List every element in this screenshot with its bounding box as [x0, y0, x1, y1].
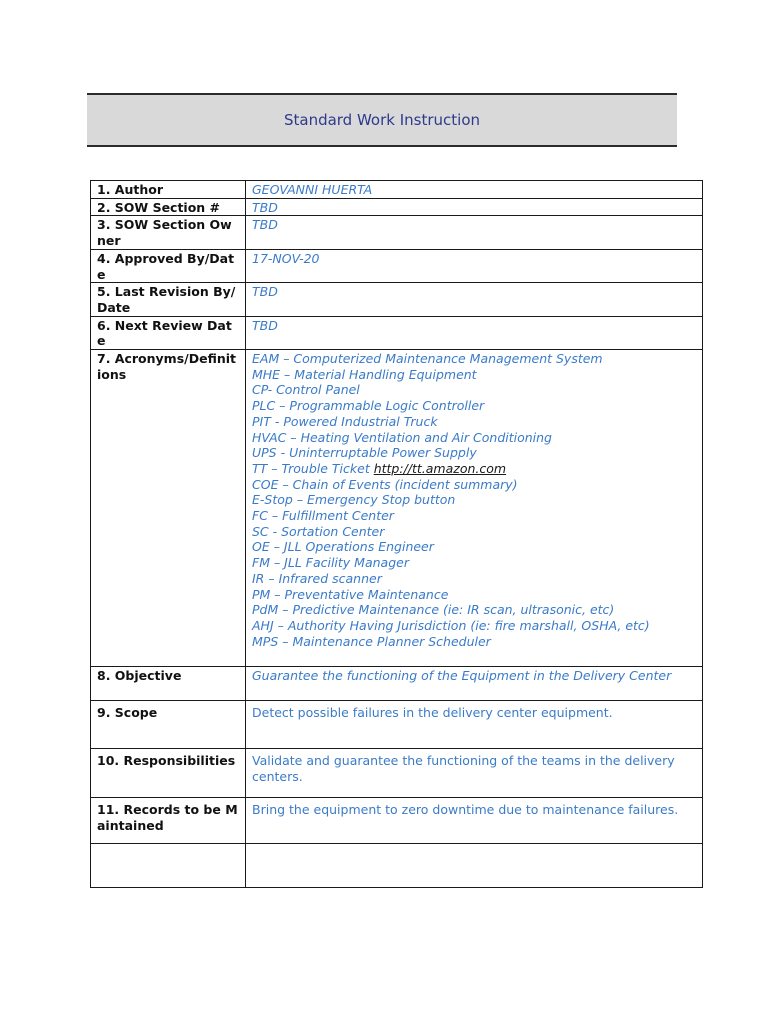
acronym-item: MHE – Material Handling Equipment	[252, 366, 477, 382]
acronym-item: SC - Sortation Center	[252, 523, 385, 539]
acronym-item: PM – Preventative Maintenance	[252, 586, 449, 602]
sow-owner-label: 3. SOW Section Owner	[91, 216, 246, 249]
acronym-item: OE – JLL Operations Engineer	[252, 539, 434, 555]
row-last-revision	[91, 283, 703, 316]
sow-owner-value: TBD	[246, 216, 703, 249]
acronyms-list	[246, 350, 703, 667]
responsibilities-label: 10. Responsibilities	[91, 749, 246, 798]
objective-label: 8. Objective	[91, 667, 246, 701]
row-next-review	[91, 316, 703, 349]
author-value: GEOVANNI HUERTA	[246, 181, 703, 199]
acronym-item: FC – Fulfillment Center	[252, 508, 394, 524]
row-author	[91, 181, 703, 199]
author-label: 1. Author	[91, 181, 246, 199]
acronym-item: TT – Trouble Ticket	[252, 460, 374, 476]
title-banner	[87, 93, 677, 147]
acronym-item: CP- Control Panel	[252, 382, 360, 398]
scope-value: Detect possible failures in the delivery center equipment.	[246, 701, 703, 749]
approved-value: 17-NOV-20	[246, 249, 703, 282]
row-records	[91, 798, 703, 844]
row-scope	[91, 701, 703, 749]
row-objective	[91, 667, 703, 701]
sow-section-label: 2. SOW Section #	[91, 198, 246, 216]
row-empty	[91, 844, 703, 888]
objective-value: Guarantee the functioning of the Equipment in the Delivery Center	[246, 667, 703, 701]
acronym-item: EAM – Computerized Maintenance Management System	[252, 351, 603, 367]
acronym-item: UPS - Uninterruptable Power Supply	[252, 445, 477, 461]
row-responsibilities	[91, 749, 703, 798]
last-revision-label: 5. Last Revision By/Date	[91, 283, 246, 316]
empty-label-cell	[91, 844, 246, 888]
empty-value-cell	[246, 844, 703, 888]
acronym-item: MPS – Maintenance Planner Scheduler	[252, 633, 491, 649]
acronym-item: IR – Infrared scanner	[252, 570, 382, 586]
row-sow-section	[91, 198, 703, 216]
acronym-item: E-Stop – Emergency Stop button	[252, 492, 456, 508]
acronym-item: HVAC – Heating Ventilation and Air Conditioning	[252, 429, 552, 445]
responsibilities-value: Validate and guarantee the functioning of the teams in the delivery centers.	[246, 749, 703, 798]
acronym-item: AHJ – Authority Having Jurisdiction (ie: fire marshall, OSHA, etc)	[252, 617, 650, 633]
document-title: Standard Work Instruction	[283, 111, 481, 129]
row-sow-owner	[91, 216, 703, 249]
last-revision-value: TBD	[246, 283, 703, 316]
next-review-label: 6. Next Review Date	[91, 316, 246, 349]
acronym-item: FM – JLL Facility Manager	[252, 555, 409, 571]
acronyms-label: 7. Acronyms/Definitions	[91, 350, 246, 667]
row-acronyms	[91, 350, 703, 667]
records-value: Bring the equipment to zero downtime due to maintenance failures.	[246, 798, 703, 844]
trouble-ticket-link[interactable]: http://tt.amazon.com	[373, 460, 507, 476]
sow-section-value: TBD	[246, 198, 703, 216]
scope-label: 9. Scope	[91, 701, 246, 749]
approved-label: 4. Approved By/Date	[91, 249, 246, 282]
acronym-item: COE – Chain of Events (incident summary)	[252, 476, 518, 492]
next-review-value: TBD	[246, 316, 703, 349]
work-instruction-table	[90, 180, 703, 888]
acronym-item: PdM – Predictive Maintenance (ie: IR scan, ultrasonic, etc)	[252, 602, 615, 618]
records-label: 11. Records to be Maintained	[91, 798, 246, 844]
row-approved	[91, 249, 703, 282]
acronym-item: PLC – Programmable Logic Controller	[252, 398, 485, 414]
acronym-item-tt	[252, 461, 696, 477]
acronym-item: PIT - Powered Industrial Truck	[252, 413, 438, 429]
